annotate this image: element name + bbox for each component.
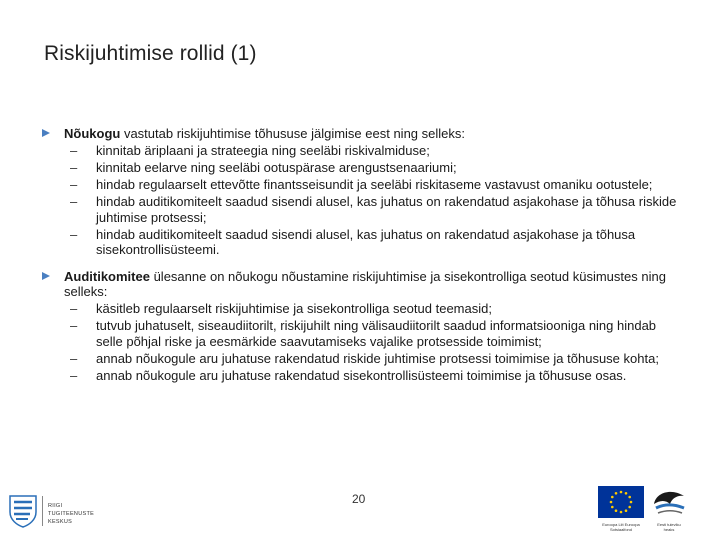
coat-of-arms-icon: [8, 494, 38, 528]
sub-item-text: hindab regulaarselt ettevõtte finantsseisundit ja seeläbi riskitaseme vastavust omaniku ootustele;: [96, 177, 653, 192]
sub-item-text: hindab auditikomiteelt saadud sisendi alusel, kas juhatus on rakendatud asjakohase ja tõhusa sisekontrollisüsteemi.: [96, 226, 636, 257]
sub-item-text: käsitleb regulaarselt riskijuhtimise ja sisekontrolliga seotud teemasid;: [96, 301, 492, 316]
sub-item: [64, 177, 682, 193]
sub-item-text: hindab auditikomiteelt saadud sisendi alusel, kas juhatus on rakendatud asjakohase ja tõhusa riskide juhtimise protsessi;: [96, 194, 677, 225]
sub-item: [64, 351, 682, 367]
sub-item: [64, 318, 682, 349]
dash-icon: –: [70, 226, 78, 242]
bullet-text: vastutab riskijuhtimise tõhususe jälgimise eest ning selleks:: [120, 126, 465, 141]
bullet-noukogu: [42, 126, 682, 258]
bullet-arrow-icon: [42, 129, 50, 137]
dash-icon: –: [70, 350, 78, 366]
dash-icon: –: [70, 143, 78, 158]
footer-funding-logos: [598, 486, 714, 532]
sub-item-text: kinnitab eelarve ning seeläbi ootuspärase arengustsenaariumi;: [96, 160, 457, 175]
sub-item: [64, 227, 682, 258]
sub-item-text: annab nõukogule aru juhatuse rakendatud sisekontrollisüsteemi toimimise ja tõhususe osas.: [96, 367, 627, 383]
dash-icon: –: [70, 160, 78, 175]
sub-item-text: tutvub juhatuselt, siseaudiitorilt, riskijuhilt ning välisaudiitorilt saadud informatsiooniga ning hindab selle põhjal riske ja eesmärkide saavutamiseks vajalike protsesside toimimist;: [96, 318, 657, 349]
bullet-keyword: Nõukogu: [64, 126, 121, 141]
footer-divider: [42, 496, 43, 526]
bullet-lead: [64, 269, 682, 300]
bullet-lead: [64, 126, 682, 142]
dash-icon: –: [70, 367, 78, 383]
eesti-tuleviku-heaks-icon: [650, 486, 690, 520]
slide-content: [42, 126, 682, 383]
org-name-line: KESKUS: [48, 519, 73, 525]
footer-org-logo: [8, 494, 108, 530]
dash-icon: –: [70, 318, 78, 333]
dash-icon: –: [70, 177, 78, 192]
sub-item: [64, 194, 682, 225]
sub-item: [64, 160, 682, 176]
dash-icon: –: [70, 301, 78, 316]
bullet-keyword: Auditikomitee: [64, 268, 150, 284]
eu-caption: Euroopa Liit Euroopa Sotsiaalfond: [602, 522, 640, 532]
sub-item: [64, 368, 682, 384]
dash-icon: –: [70, 194, 78, 209]
sub-item: [64, 143, 682, 159]
sub-item: [64, 301, 682, 317]
fund-caption: Eesti tuleviku heaks: [657, 522, 681, 532]
page-title: Riskijuhtimise rollid (1): [44, 42, 257, 65]
bullet-text: ülesanne on nõukogu nõustamine riskijuhtimise ja sisekontrolliga seotud küsimustes ning selleks:: [64, 268, 666, 299]
eu-flag-icon: [598, 486, 644, 520]
sub-item-text: annab nõukogule aru juhatuse rakendatud riskide juhtimise protsessi toimimise ja tõhususe kohta;: [96, 350, 659, 366]
bullet-arrow-icon: [42, 272, 50, 280]
page-number: 20: [352, 492, 366, 506]
org-name-line: RIIGI TUGITEENUSTE: [48, 503, 95, 517]
bullet-auditikomitee: [42, 269, 682, 384]
sub-item-text: kinnitab äriplaani ja strateegia ning seeläbi riskivalmiduse;: [96, 143, 430, 158]
org-name: [48, 502, 108, 526]
